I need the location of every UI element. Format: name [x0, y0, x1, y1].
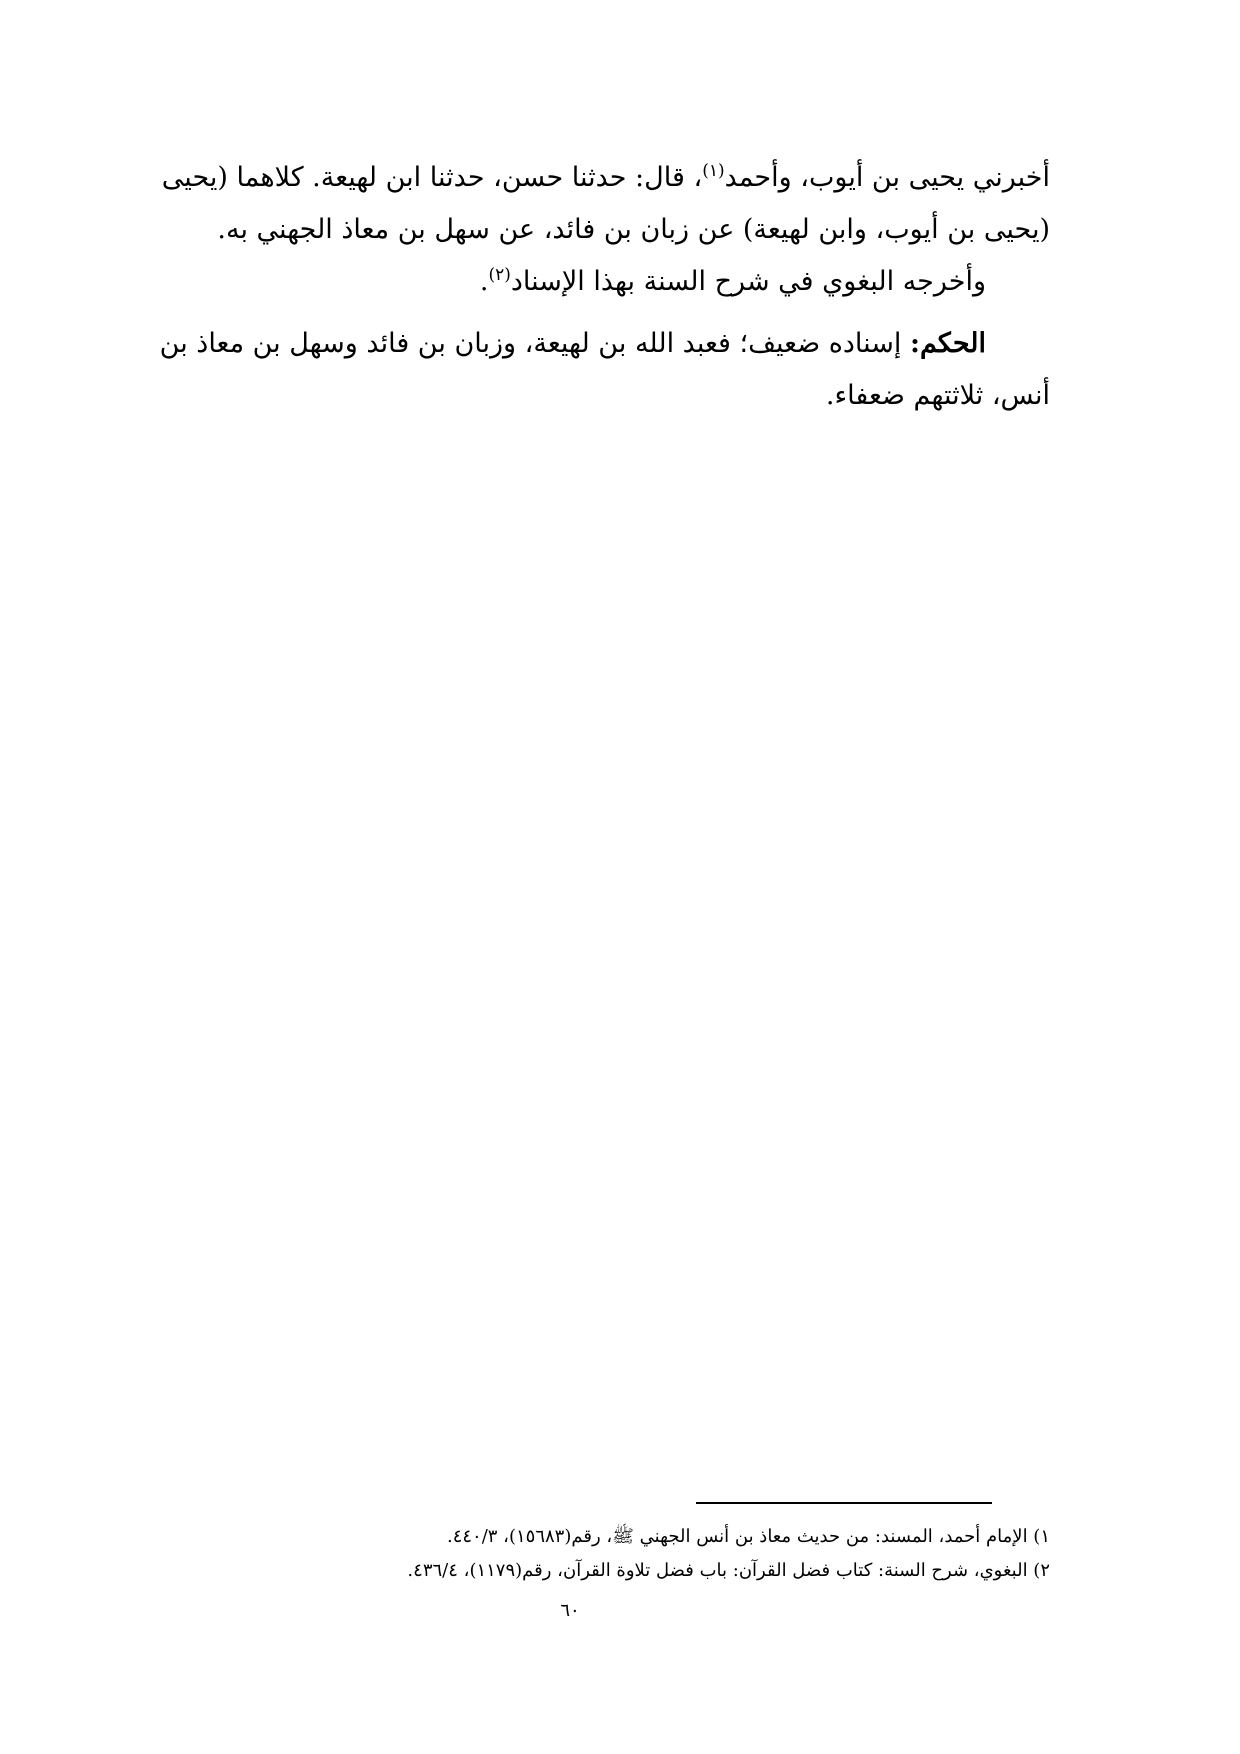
footnote-ref-1[interactable]: (١) [702, 161, 725, 181]
body-line-2 [170, 204, 1050, 256]
footnote-ref-2[interactable]: (٢) [488, 265, 511, 285]
body-line-2-text: (يحيى بن أيوب، وابن لهيعة) عن زبان بن فائد، عن سهل بن معاذ الجهني به. [217, 214, 1050, 245]
body-line-5 [170, 370, 1050, 422]
body-line-5-text: أنس، ثلاثتهم ضعفاء. [825, 380, 1050, 411]
body-line-3-text: وأخرجه البغوي في شرح السنة بهذا الإسناد [510, 266, 986, 297]
footnote-2: ٢) البغوي، شرح السنة: كتاب فضل القرآن: باب فضل تلاوة القرآن، رقم(١١٧٩)، ٤٣٦/٤. [407, 1560, 1050, 1581]
footnote-separator [696, 1502, 992, 1504]
body-line-1 [161, 152, 1050, 204]
body-line-1-part-1: أخبرني يحيى بن أيوب، وأحمد [724, 162, 1050, 193]
ruling-line [106, 318, 986, 370]
ruling-label: الحكم: [909, 328, 986, 359]
ruling-text: إسناده ضعيف؛ فعبد الله بن لهيعة، وزبان بن فائد وسهل بن معاذ بن [159, 328, 910, 359]
page-number: ٦٠ [560, 1600, 580, 1621]
body-line-1-part-2: ، قال: حدثنا حسن، حدثنا ابن لهيعة. كلاهما (يحيى [161, 162, 703, 193]
footnote-1: ١) الإمام أحمد، المسند: من حديث معاذ بن أنس الجهني ﷺ، رقم(١٥٦٨٣)، ٤٤٠/٣. [446, 1526, 1050, 1547]
body-line-3-end: . [479, 266, 489, 297]
body-line-3 [106, 256, 986, 308]
